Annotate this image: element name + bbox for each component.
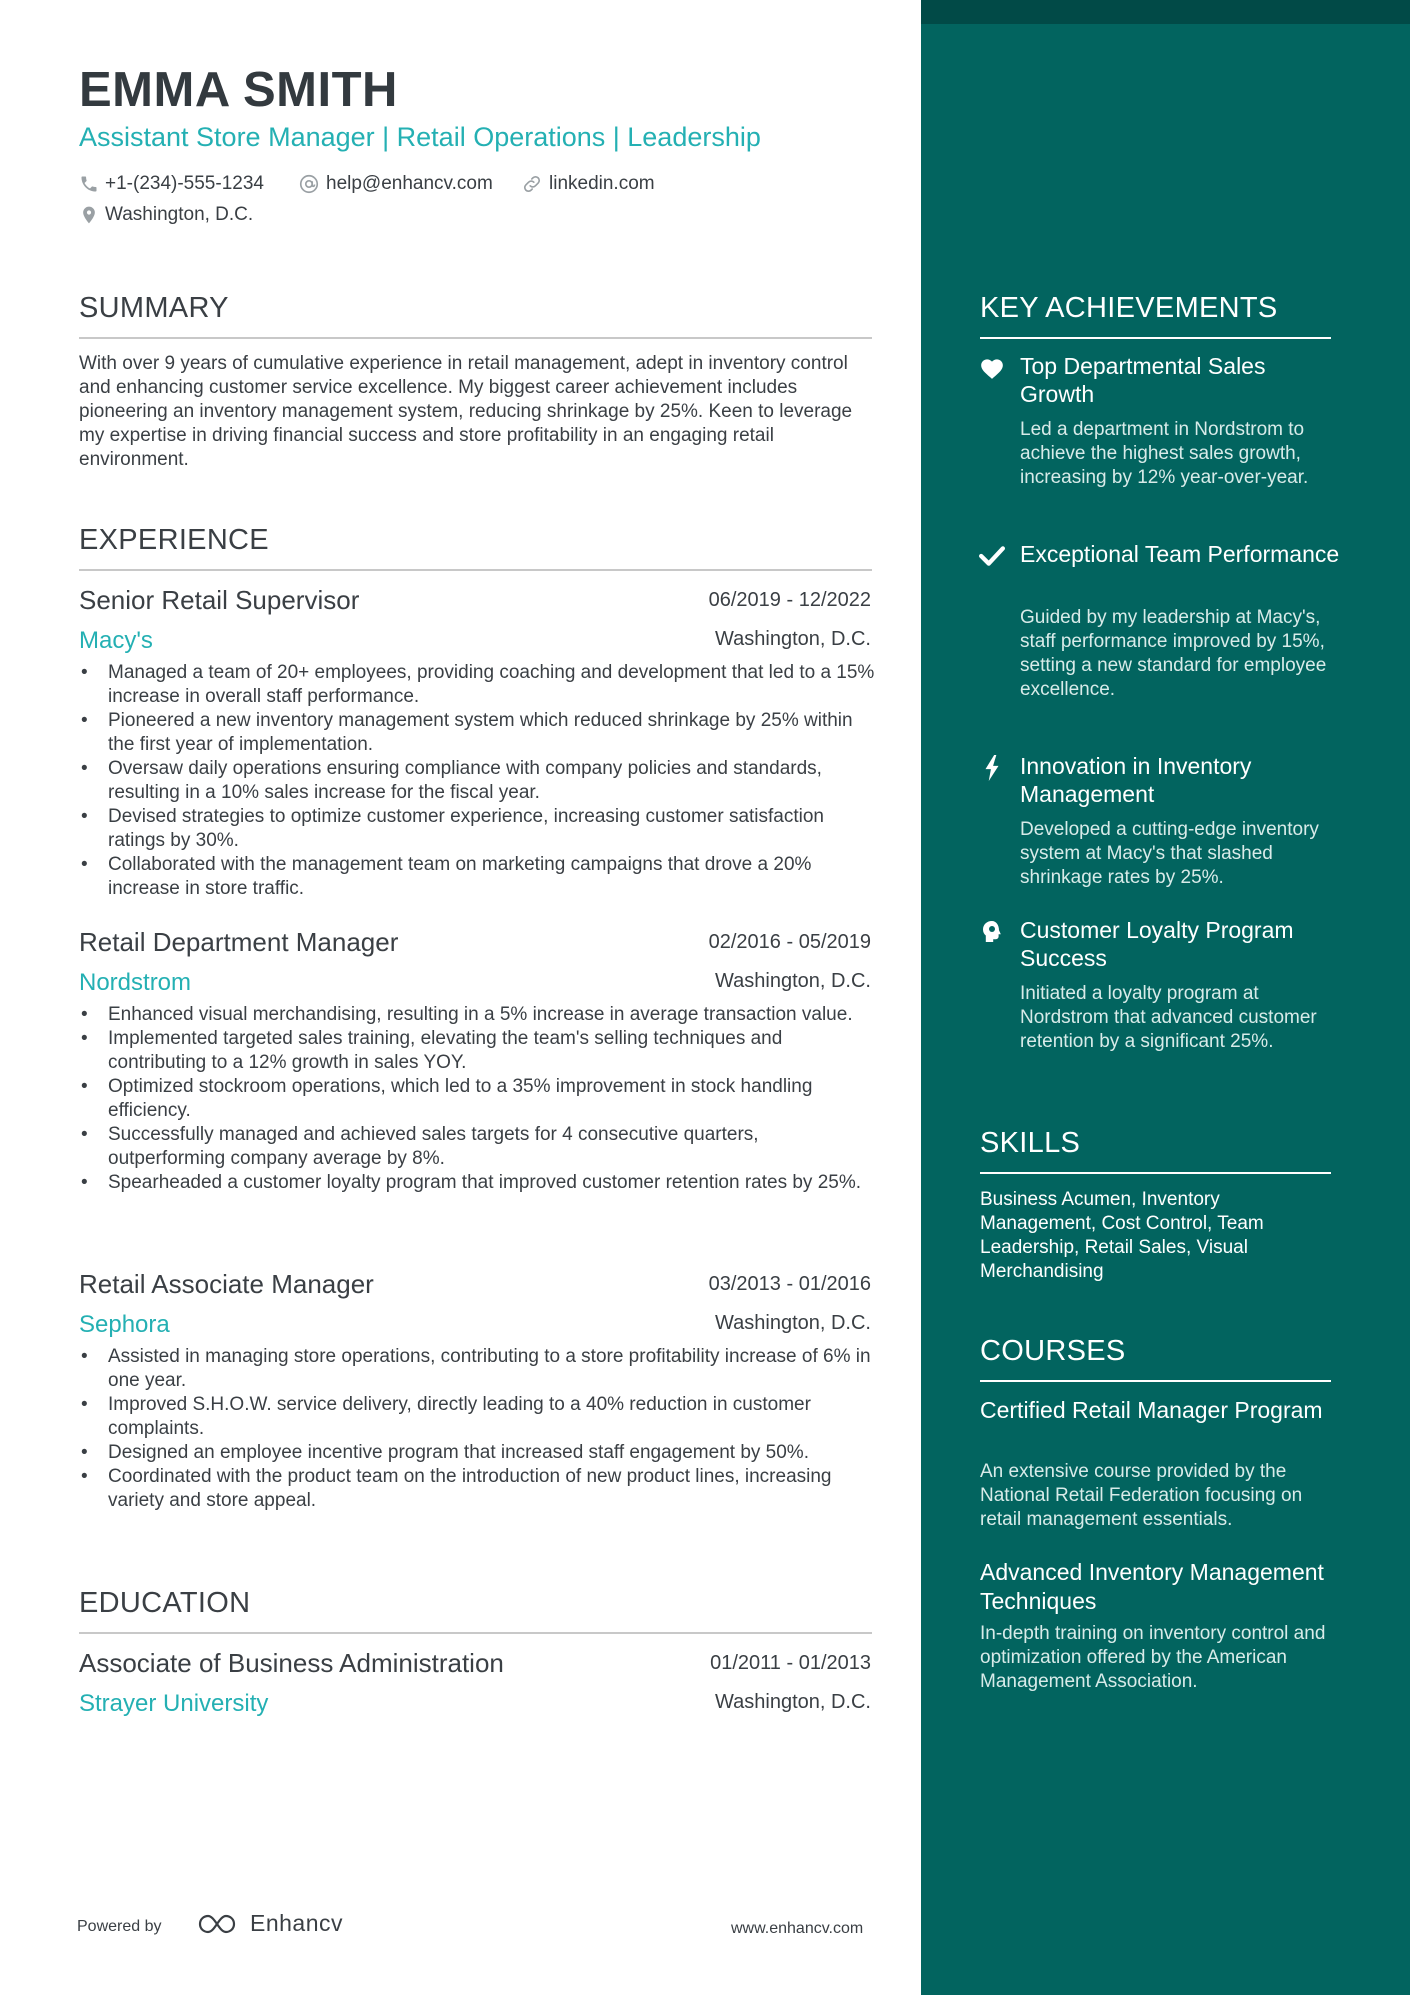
experience-divider <box>79 569 872 571</box>
job-dates: 06/2019 - 12/2022 <box>708 589 871 611</box>
list-item: • Managed a team of 20+ employees, providing coaching and development that led to a 15% increase in overall staff performance. <box>79 661 879 709</box>
job-location: Washington, D.C. <box>715 1312 871 1334</box>
experience-heading: EXPERIENCE <box>79 524 269 556</box>
job-dates: 02/2016 - 05/2019 <box>708 931 871 953</box>
achievements-heading: KEY ACHIEVEMENTS <box>980 292 1278 324</box>
course-title: Certified Retail Manager Program <box>980 1397 1323 1423</box>
email-text: help@enhancv.com <box>326 173 493 194</box>
job-company: Sephora <box>79 1311 170 1338</box>
skills-divider <box>980 1172 1331 1174</box>
summary-heading: SUMMARY <box>79 292 229 324</box>
achievement-title: Top Departmental Sales Growth <box>1020 353 1266 407</box>
list-item: • Coordinated with the product team on the introduction of new product lines, increasing variety and store appeal. <box>79 1465 879 1513</box>
infinity-logo-icon <box>196 1911 242 1937</box>
job-dates: 03/2013 - 01/2016 <box>708 1273 871 1295</box>
link-icon <box>521 173 543 195</box>
achievement-desc: Led a department in Nordstrom to achieve the highest sales growth, increasing by 12% year-over-year. <box>1020 419 1309 488</box>
phone-icon <box>79 174 99 194</box>
list-item: • Optimized stockroom operations, which led to a 35% improvement in stock handling efficiency. <box>79 1075 879 1123</box>
candidate-title: Assistant Store Manager | Retail Operations | Leadership <box>79 122 761 152</box>
summary-divider <box>79 337 872 339</box>
list-item: • Spearheaded a customer loyalty program that improved customer retention rates by 25%. <box>79 1171 879 1195</box>
phone-text: +1-(234)-555-1234 <box>105 173 264 194</box>
course-desc: An extensive course provided by the National Retail Federation focusing on retail management essentials. <box>980 1461 1303 1530</box>
achievement-title: Exceptional Team Performance <box>1020 541 1340 567</box>
education-divider <box>79 1632 872 1634</box>
skills-text: Business Acumen, Inventory Management, Cost Control, Team Leadership, Retail Sales, Visual Merchandising <box>980 1189 1264 1282</box>
education-location: Washington, D.C. <box>715 1691 871 1713</box>
list-item: • Improved S.H.O.W. service delivery, directly leading to a 40% reduction in customer complaints. <box>79 1393 879 1441</box>
linkedin-text: linkedin.com <box>549 173 655 194</box>
achievement-desc: Developed a cutting-edge inventory system at Macy's that slashed shrinkage rates by 25%. <box>1020 819 1319 888</box>
job-bullets <box>79 1003 879 1195</box>
job-bullets <box>79 1345 879 1513</box>
heart-icon <box>978 354 1006 382</box>
brand-name: Enhancv <box>250 1910 344 1936</box>
job-company: Nordstrom <box>79 969 192 996</box>
job-location: Washington, D.C. <box>715 628 871 650</box>
courses-heading: COURSES <box>980 1335 1126 1367</box>
location-pin-icon <box>79 204 99 226</box>
education-heading: EDUCATION <box>79 1587 251 1619</box>
education-dates: 01/2011 - 01/2013 <box>710 1652 871 1674</box>
job-company: Macy's <box>79 627 153 654</box>
list-item: • Designed an employee incentive program that increased staff engagement by 50%. <box>79 1441 879 1465</box>
education-degree: Associate of Business Administration <box>79 1648 504 1678</box>
job-title: Retail Department Manager <box>79 927 399 957</box>
list-item: • Devised strategies to optimize customer experience, increasing customer satisfaction ratings by 30%. <box>79 805 879 853</box>
achievement-title: Innovation in Inventory Management <box>1020 753 1252 807</box>
check-icon <box>978 542 1006 570</box>
contact-location <box>79 204 253 226</box>
job-title: Senior Retail Supervisor <box>79 585 360 615</box>
list-item: • Pioneered a new inventory management system which reduced shrinkage by 25% within the first year of implementation. <box>79 709 879 757</box>
contact-email[interactable] <box>298 173 493 195</box>
achievement-title: Customer Loyalty Program Success <box>1020 917 1294 971</box>
job-location: Washington, D.C. <box>715 970 871 992</box>
contact-linkedin[interactable] <box>521 173 655 195</box>
education-school: Strayer University <box>79 1690 269 1717</box>
sidebar-top-band <box>921 0 1410 24</box>
enhancv-logo[interactable] <box>196 1910 343 1937</box>
skills-heading: SKILLS <box>980 1127 1081 1159</box>
achievement-desc: Initiated a loyalty program at Nordstrom that advanced customer retention by a significant 25%. <box>1020 983 1317 1052</box>
powered-by-label: Powered by <box>77 1918 162 1935</box>
summary-text: With over 9 years of cumulative experience in retail management, adept in inventory control and enhancing customer service excellence. My biggest career achievement includes pioneering an inventory management system, reducing shrinkage by 25%. Keen to leverage my expertise in driving financial success and store profitability in an engaging retail environment. <box>79 353 853 470</box>
list-item: • Enhanced visual merchandising, resulting in a 5% increase in average transaction value. <box>79 1003 879 1027</box>
location-text: Washington, D.C. <box>105 204 254 225</box>
lightning-icon <box>978 754 1006 782</box>
brain-icon <box>978 918 1006 946</box>
list-item: • Assisted in managing store operations, contributing to a store profitability increase of 6% in one year. <box>79 1345 879 1393</box>
achievements-divider <box>980 337 1331 339</box>
website-link[interactable]: www.enhancv.com <box>731 1920 864 1937</box>
list-item: • Implemented targeted sales training, elevating the team's selling techniques and contributing to a 12% growth in sales YOY. <box>79 1027 879 1075</box>
contact-phone <box>79 173 264 195</box>
list-item: • Oversaw daily operations ensuring compliance with company policies and standards, resulting in a 10% sales increase for the fiscal year. <box>79 757 879 805</box>
candidate-name: EMMA SMITH <box>79 63 398 117</box>
list-item: • Successfully managed and achieved sales targets for 4 consecutive quarters, outperforming company average by 8%. <box>79 1123 879 1171</box>
courses-divider <box>980 1380 1331 1382</box>
job-bullets <box>79 661 879 901</box>
course-title: Advanced Inventory Management Techniques <box>980 1559 1324 1614</box>
list-item: • Collaborated with the management team on marketing campaigns that drove a 20% increase in store traffic. <box>79 853 879 901</box>
achievement-desc: Guided by my leadership at Macy's, staff performance improved by 15%, setting a new standard for employee excellence. <box>1020 607 1327 700</box>
course-desc: In-depth training on inventory control and optimization offered by the American Management Association. <box>980 1623 1326 1692</box>
at-icon <box>298 173 320 195</box>
job-title: Retail Associate Manager <box>79 1269 374 1299</box>
